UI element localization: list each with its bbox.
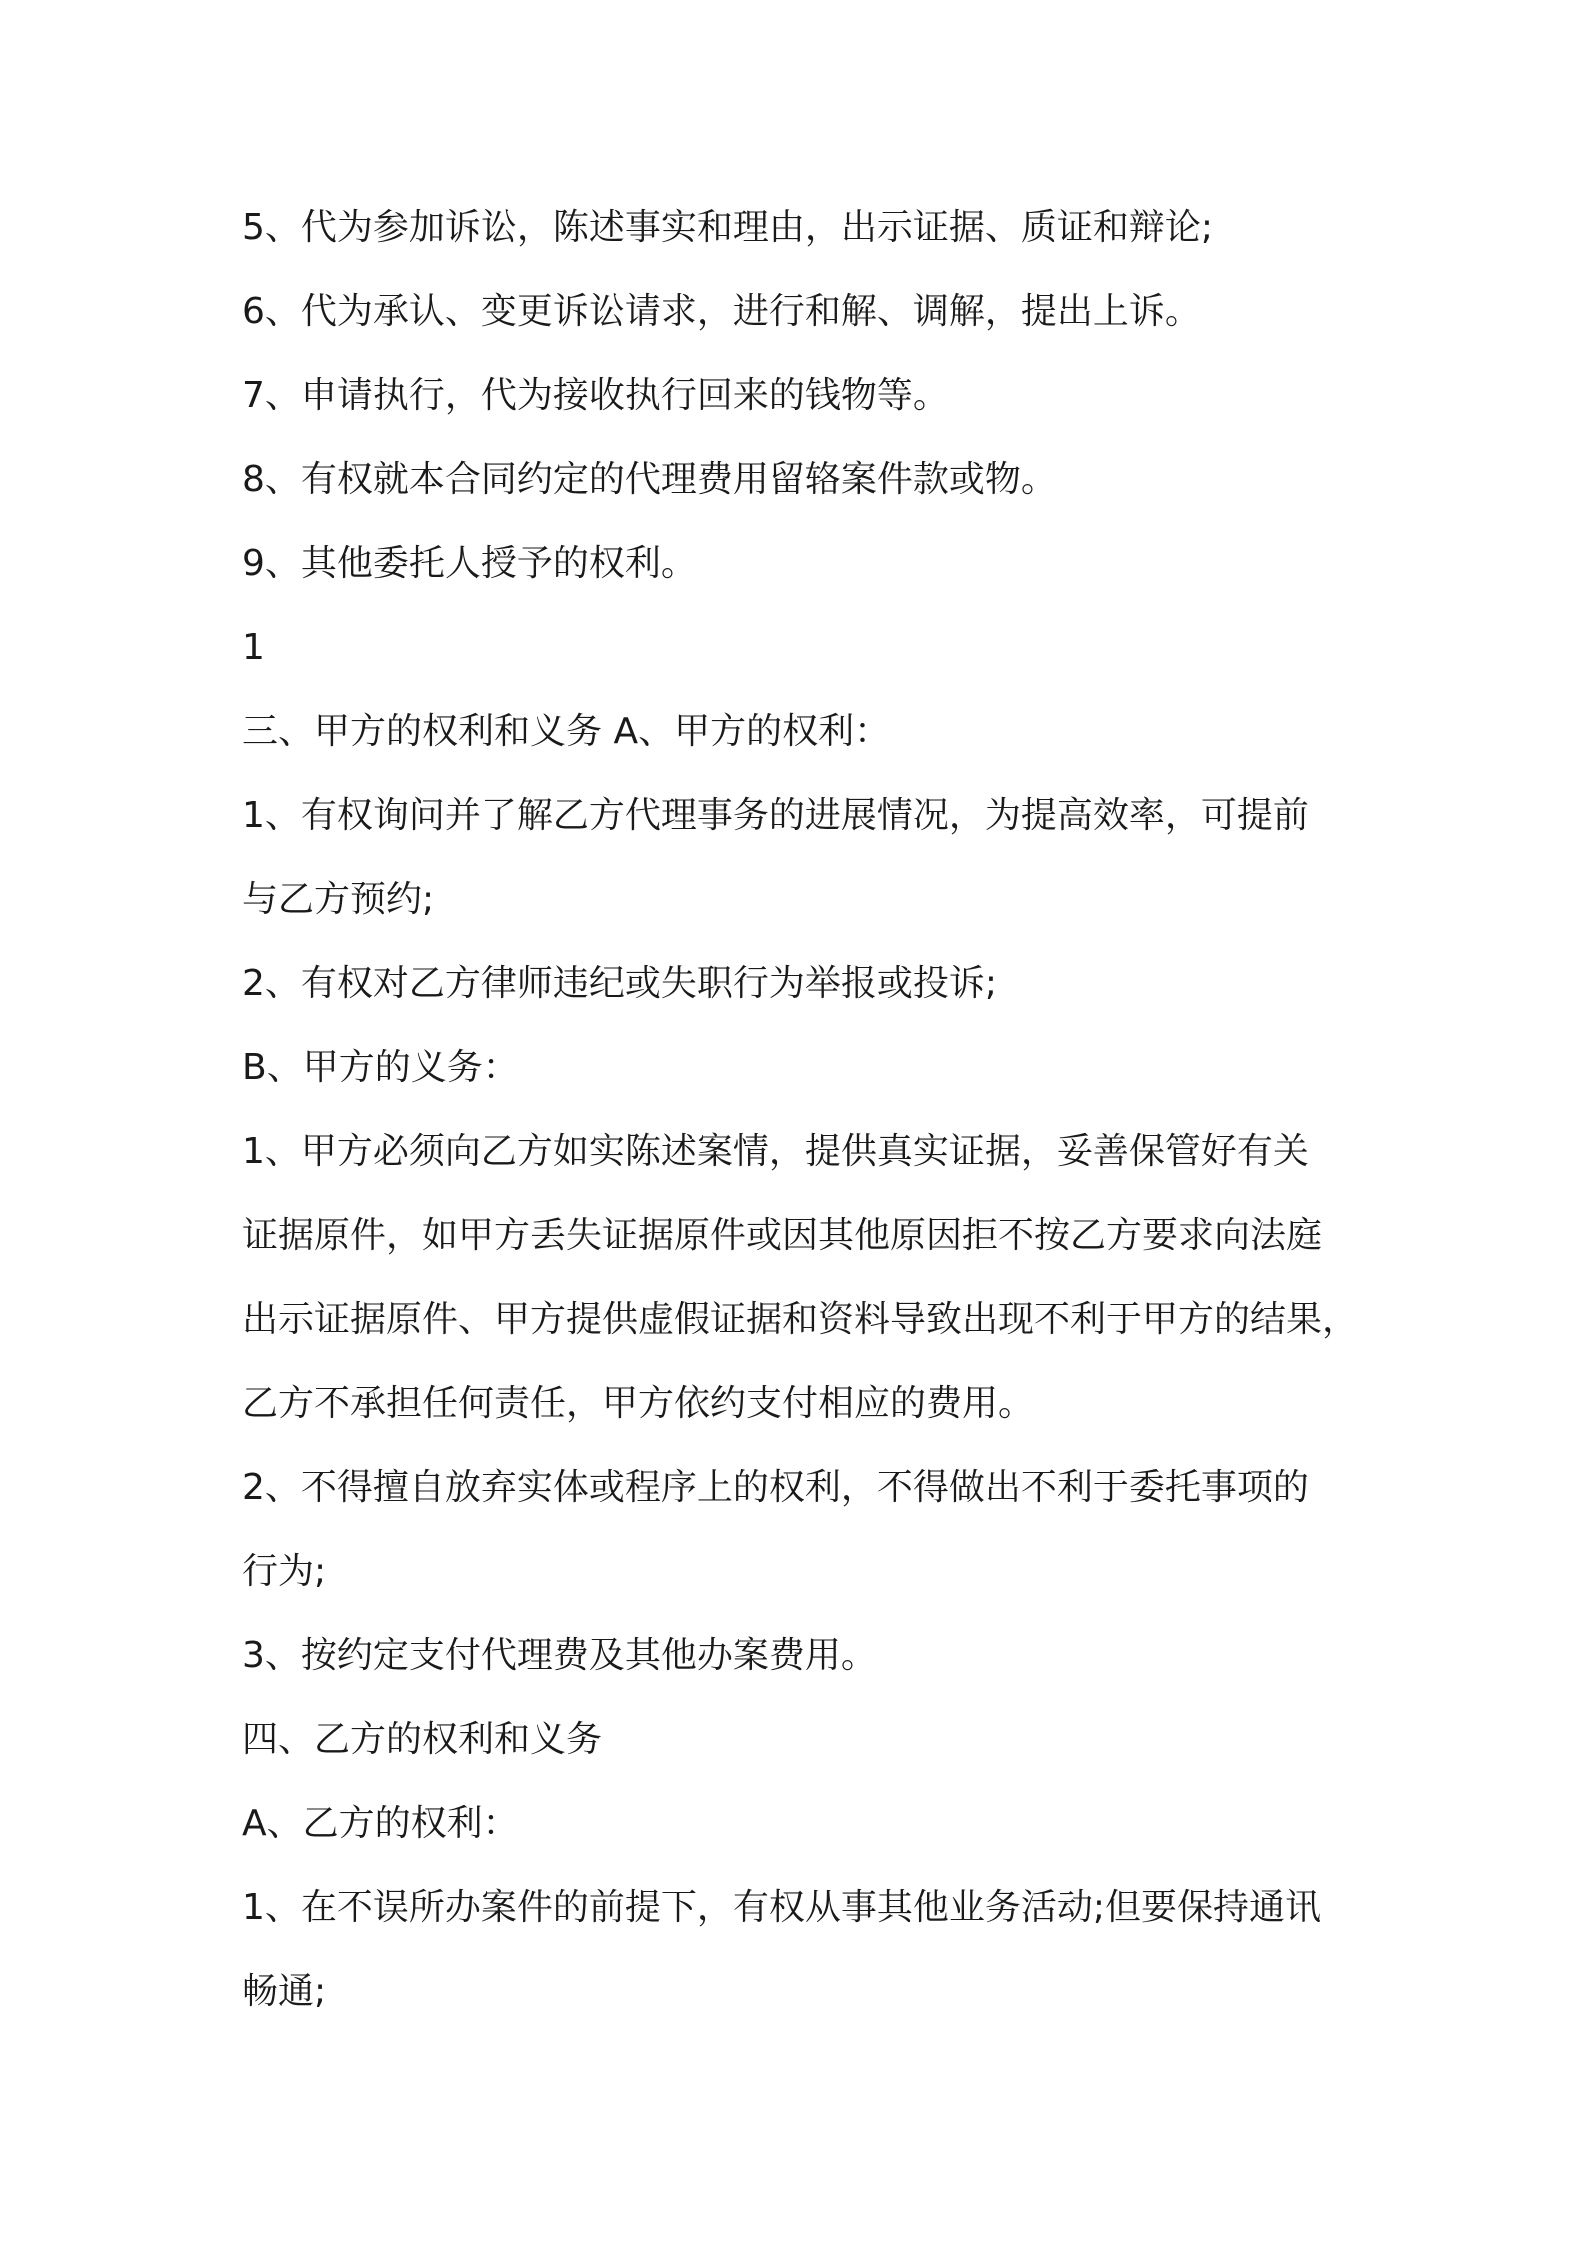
party-a-duty-2-line-1: 2、不得擅自放弃实体或程序上的权利，不得做出不利于委托事项的: [242, 1467, 1309, 1508]
clause-8-line: 8、有权就本合同约定的代理费用留辂案件款或物。: [242, 459, 1057, 500]
clause-5-line: 5、代为参加诉讼，陈述事实和理由，出示证据、质证和辩论;: [242, 207, 1214, 248]
party-a-duty-1-line-1: 1、甲方必须向乙方如实陈述案情，提供真实证据，妥善保管好有关: [242, 1131, 1309, 1172]
page-number-line: 1: [242, 627, 265, 668]
party-a-duty-1-line-3: 出示证据原件、甲方提供虚假证据和资料导致出现不利于甲方的结果，: [242, 1299, 1359, 1340]
clause-9-line: 9、其他委托人授予的权利。: [242, 543, 697, 584]
party-b-rights-heading: A、乙方的权利：: [242, 1803, 519, 1844]
party-a-duty-1-line-4: 乙方不承担任何责任，甲方依约支付相应的费用。: [242, 1383, 1035, 1424]
clause-7-line: 7、申请执行，代为接收执行回来的钱物等。: [242, 375, 949, 416]
party-a-duties-heading: B、甲方的义务：: [242, 1047, 519, 1088]
party-a-right-1-line-1: 1、有权询问并了解乙方代理事务的进展情况，为提高效率，可提前: [242, 795, 1309, 836]
party-a-duty-1-line-2: 证据原件，如甲方丢失证据原件或因其他原因拒不按乙方要求向法庭: [242, 1215, 1323, 1256]
section-4-heading: 四、乙方的权利和义务: [242, 1719, 603, 1760]
section-3-heading: 三、甲方的权利和义务 A、甲方的权利：: [242, 711, 891, 752]
party-a-duty-2-line-2: 行为;: [242, 1551, 327, 1592]
party-b-right-1-line-1: 1、在不误所办案件的前提下，有权从事其他业务活动;但要保持通讯: [242, 1887, 1322, 1928]
party-a-right-1-line-2: 与乙方预约;: [242, 879, 435, 920]
party-a-right-2-line: 2、有权对乙方律师违纪或失职行为举报或投诉;: [242, 963, 998, 1004]
party-b-right-1-line-2: 畅通;: [242, 1971, 327, 2012]
party-a-duty-3-line: 3、按约定支付代理费及其他办案费用。: [242, 1635, 877, 1676]
clause-6-line: 6、代为承认、变更诉讼请求，进行和解、调解，提出上诉。: [242, 291, 1201, 332]
